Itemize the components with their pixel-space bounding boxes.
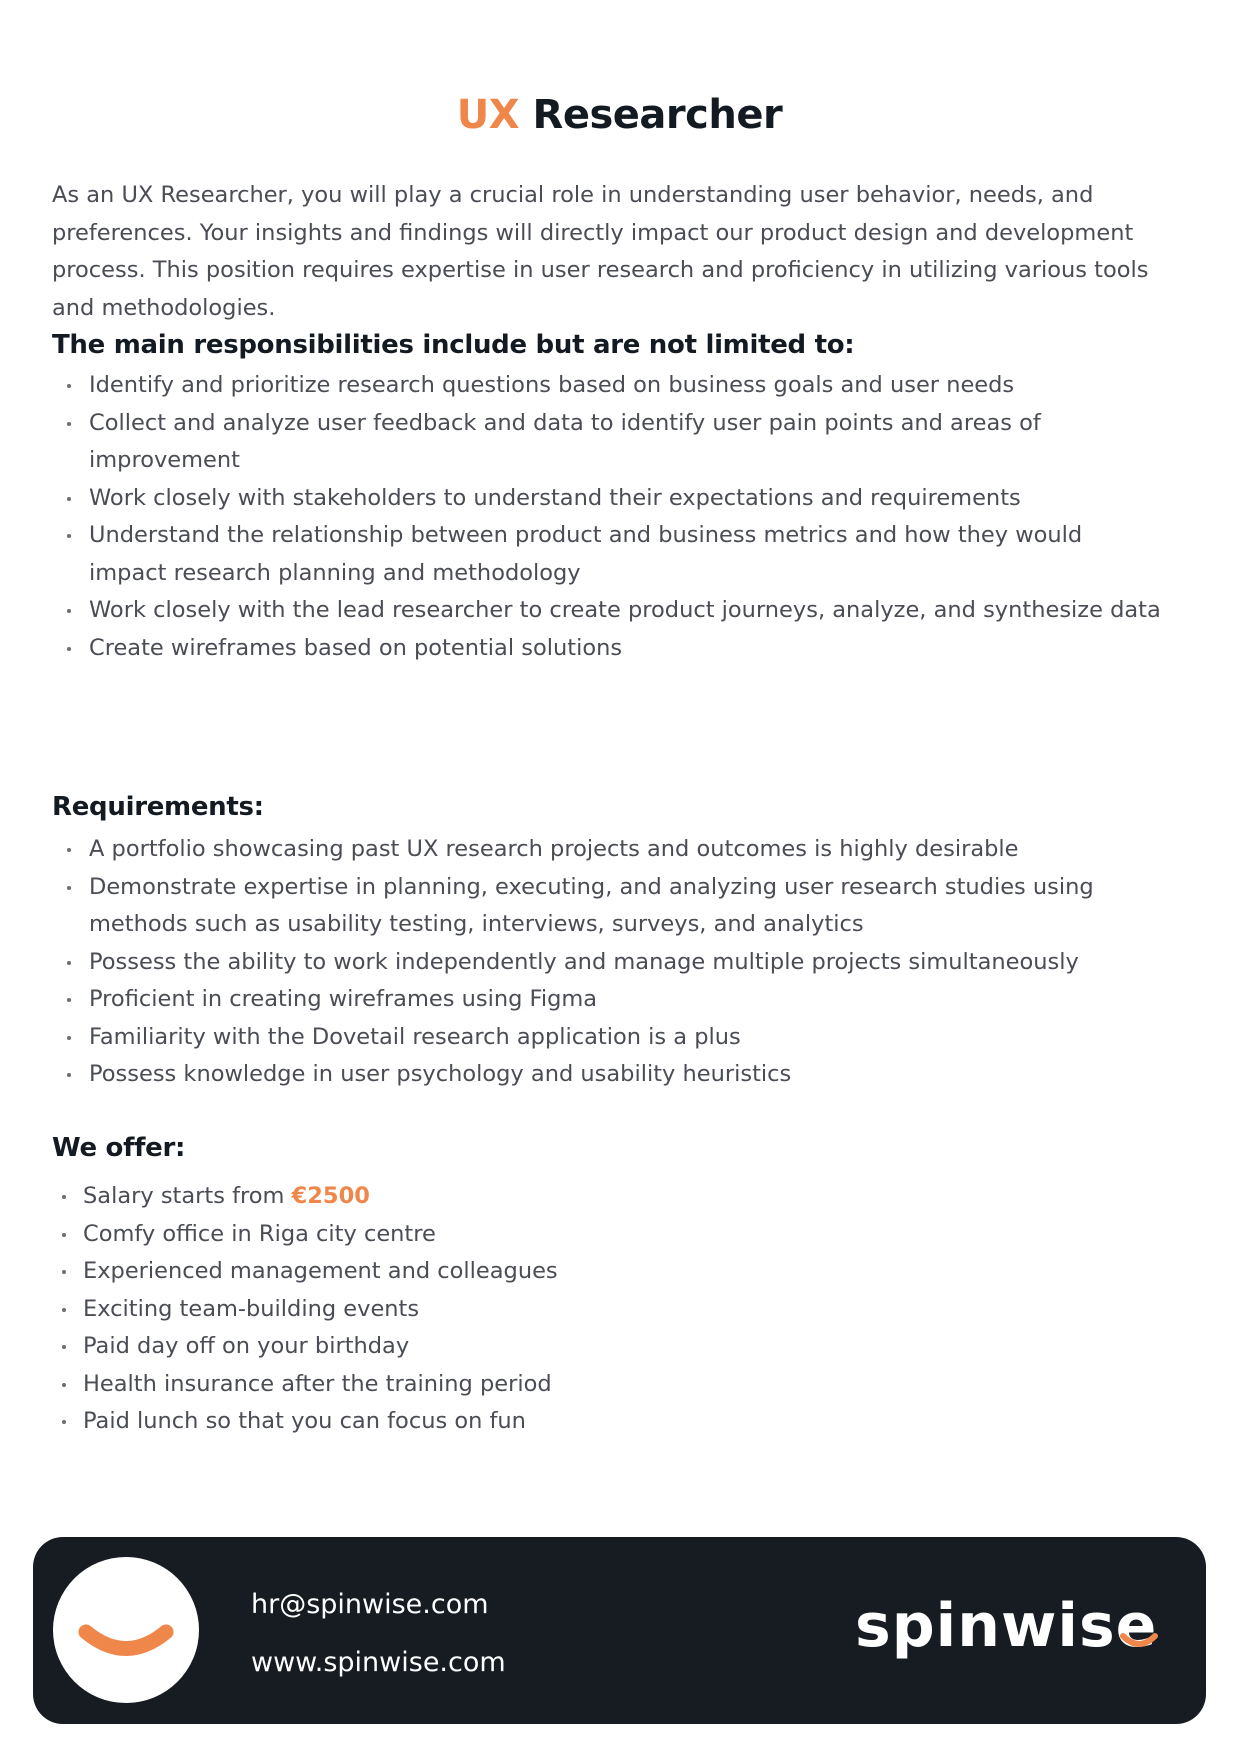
- responsibilities-list: [52, 367, 1162, 667]
- list-item: Demonstrate expertise in planning, executing, and analyzing user research studies using methods such as usability testing, interviews, surveys, and analytics: [52, 869, 1182, 944]
- list-item: Experienced management and colleagues: [52, 1253, 952, 1291]
- salary-item: [52, 1178, 952, 1216]
- list-item: Possess the ability to work independently and manage multiple projects simultaneously: [52, 944, 1182, 982]
- list-item: Identify and prioritize research questions based on business goals and user needs: [52, 367, 1162, 405]
- offer-heading: We offer:: [52, 1133, 186, 1163]
- responsibilities-heading: The main responsibilities include but are not limited to:: [52, 330, 855, 360]
- list-item: Comfy office in Riga city centre: [52, 1216, 952, 1254]
- list-item: Work closely with the lead researcher to create product journeys, analyze, and synthesize data: [52, 592, 1162, 630]
- list-item: A portfolio showcasing past UX research projects and outcomes is highly desirable: [52, 831, 1182, 869]
- requirements-heading: Requirements:: [52, 792, 264, 822]
- list-item: Familiarity with the Dovetail research application is a plus: [52, 1019, 1182, 1057]
- title-rest: Researcher: [519, 92, 783, 138]
- list-item: Proficient in creating wireframes using Figma: [52, 981, 1182, 1019]
- salary-amount: €2500: [291, 1183, 370, 1209]
- requirements-list: [52, 831, 1182, 1094]
- smile-arc-icon: [53, 1557, 199, 1703]
- title-accent: UX: [456, 92, 520, 138]
- list-item: Create wireframes based on potential solutions: [52, 630, 1162, 668]
- salary-prefix: Salary starts from: [83, 1183, 292, 1209]
- list-item: Paid day off on your birthday: [52, 1328, 952, 1366]
- intro-paragraph: As an UX Researcher, you will play a crucial role in understanding user behavior, needs, and preferences. Your insights and findings will directly impact our product design and development process. This position requires expertise in user research and proficiency in utilizing various tools and methodologies.: [52, 182, 1149, 321]
- logo-badge: [53, 1557, 199, 1703]
- list-item: Work closely with stakeholders to understand their expectations and requirements: [52, 480, 1162, 518]
- email-link[interactable]: hr@spinwise.com: [251, 1589, 489, 1620]
- list-item: Health insurance after the training period: [52, 1366, 952, 1404]
- contact-footer: [33, 1537, 1206, 1724]
- brand-wordmark: spinwise: [855, 1591, 1158, 1661]
- website-link[interactable]: www.spinwise.com: [251, 1647, 506, 1678]
- list-item: Understand the relationship between product and business metrics and how they would impact research planning and methodology: [52, 517, 1162, 592]
- list-item: Possess knowledge in user psychology and usability heuristics: [52, 1056, 1182, 1094]
- list-item: Collect and analyze user feedback and data to identify user pain points and areas of improvement: [52, 405, 1162, 480]
- offer-list: [52, 1178, 952, 1441]
- page-title: [0, 92, 1239, 138]
- list-item: Paid lunch so that you can focus on fun: [52, 1403, 952, 1441]
- list-item: Exciting team-building events: [52, 1291, 952, 1329]
- spinwise-logo: [853, 1590, 1163, 1662]
